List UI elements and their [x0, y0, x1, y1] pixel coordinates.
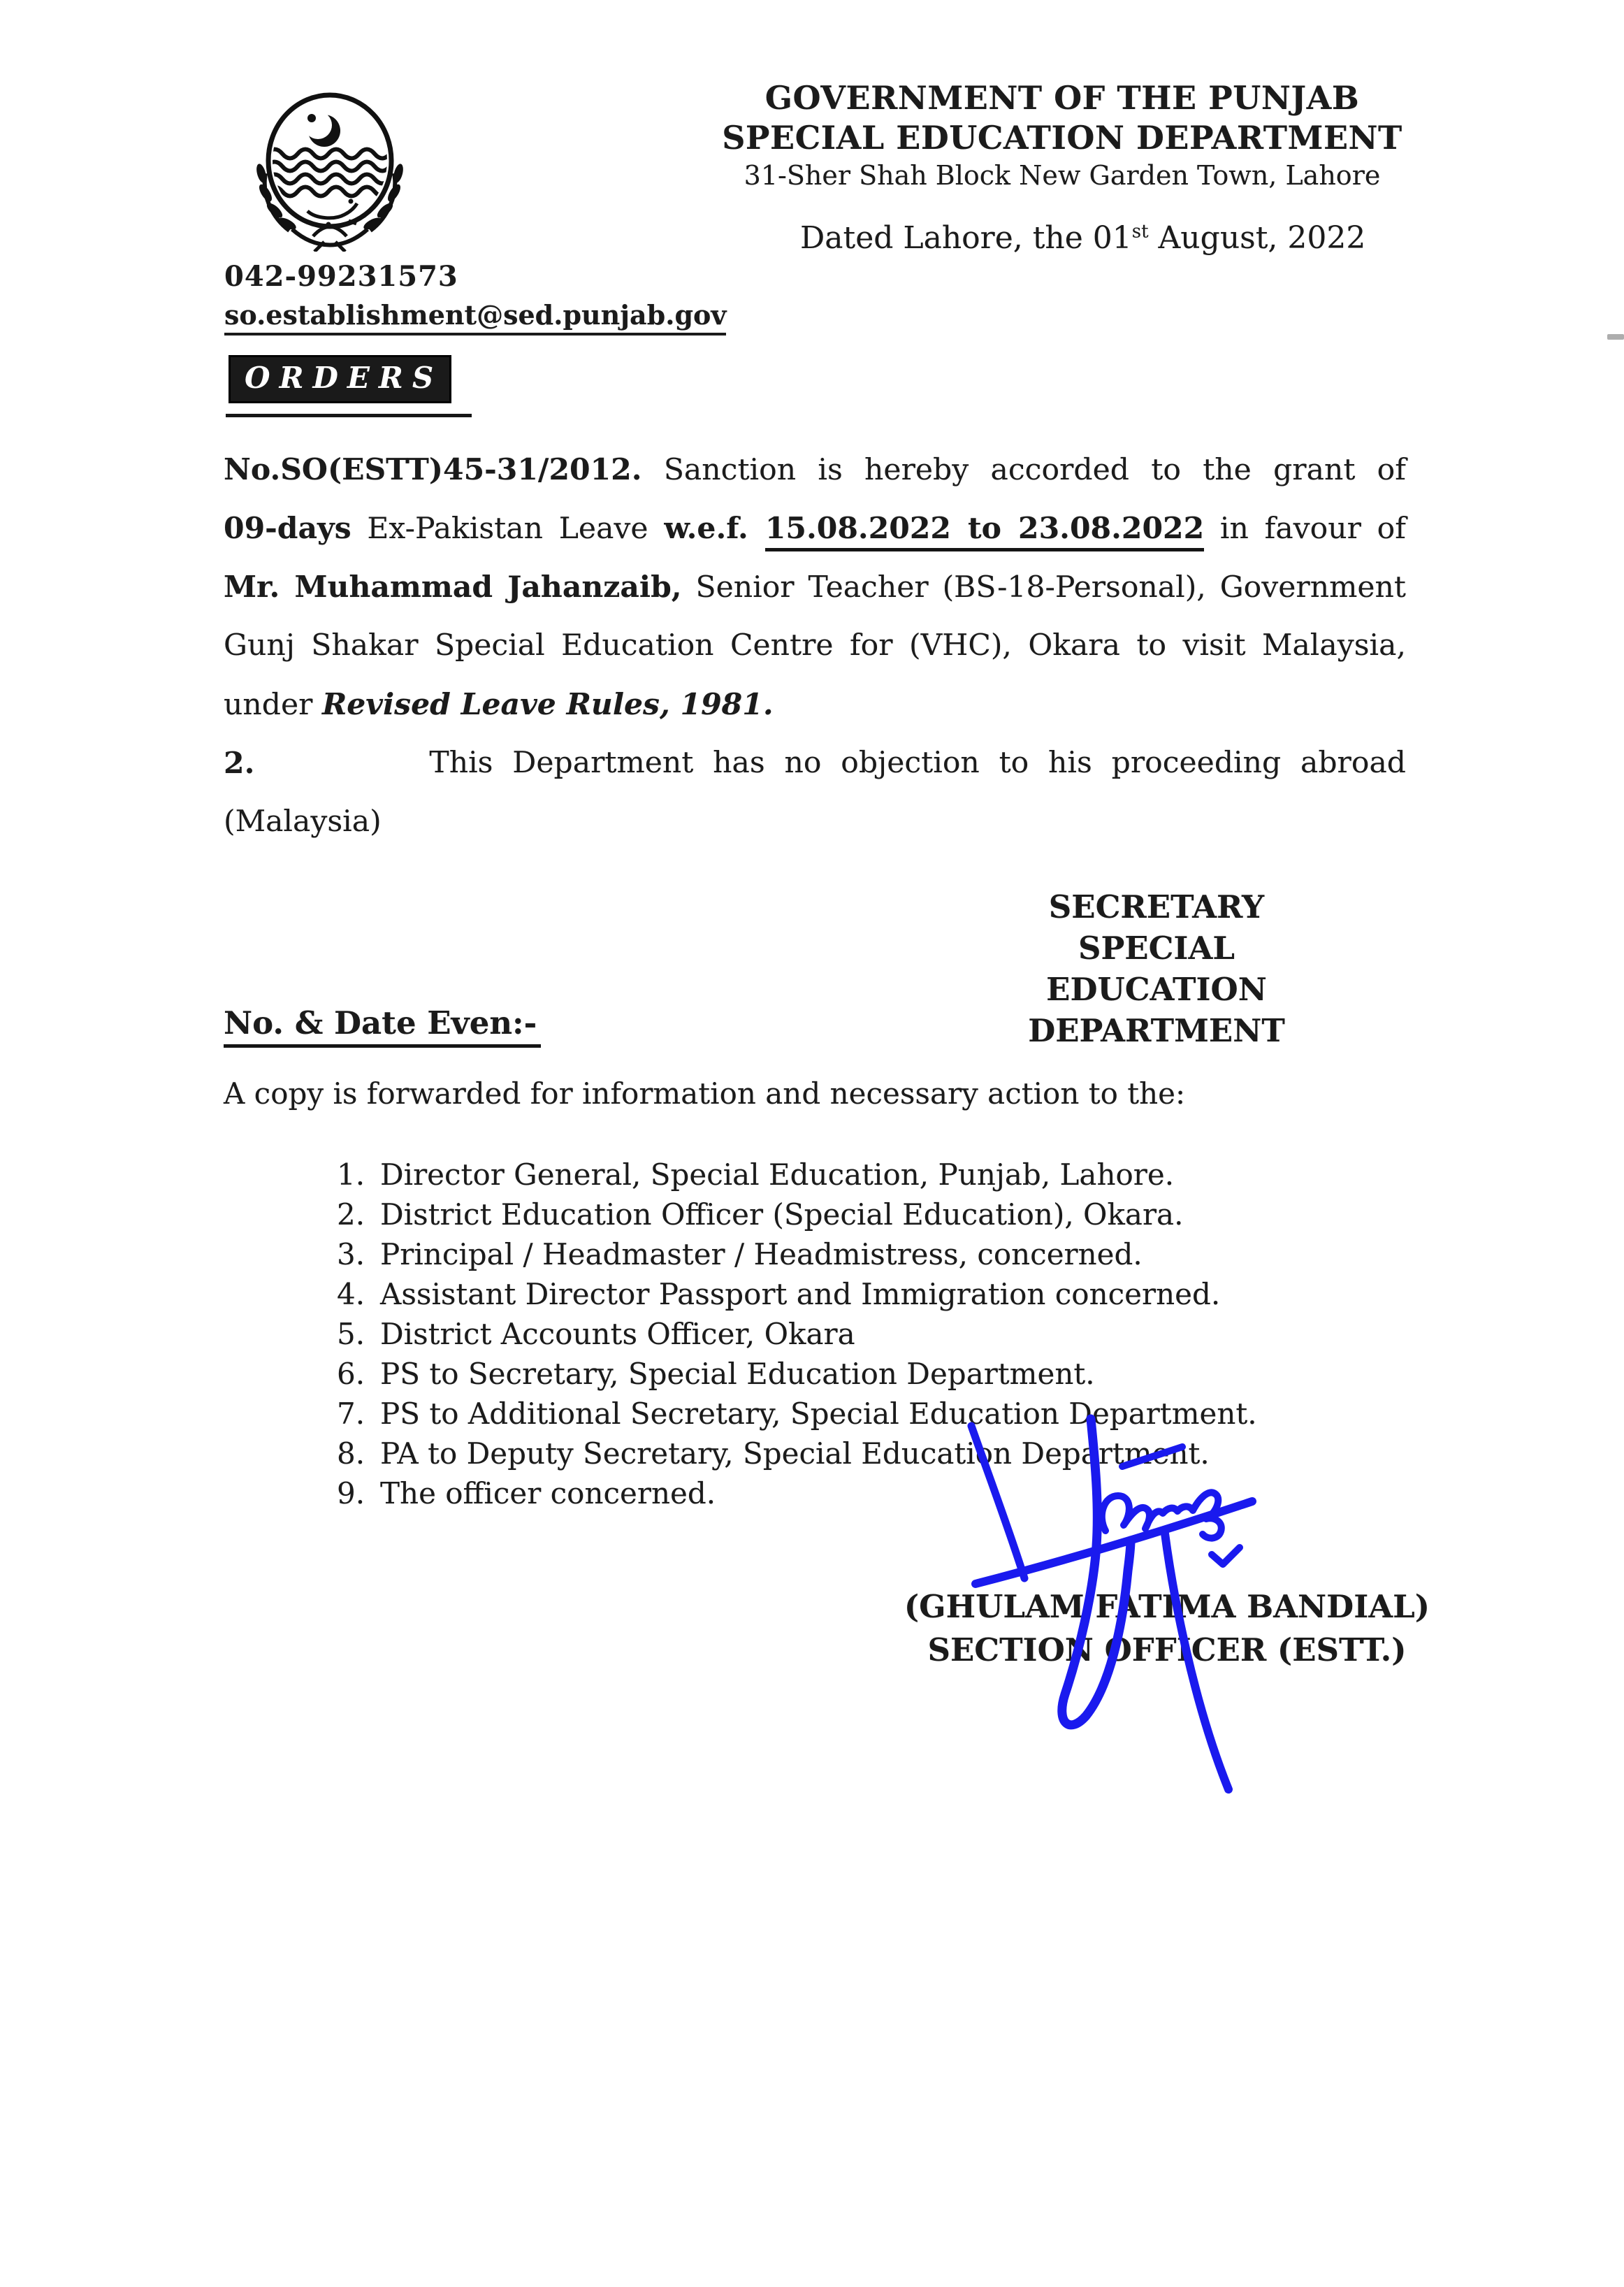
order-paragraph-line5: under Revised Leave Rules, 1981.	[224, 687, 774, 722]
cc-list	[337, 1155, 1257, 1513]
cc-item-8: 8. PA to Deputy Secretary, Special Education Department.	[337, 1436, 1210, 1471]
order-paragraph2-line2: (Malaysia)	[224, 805, 382, 839]
scan-artifact-tick	[1607, 334, 1624, 340]
email-address: so.establishment@sed.punjab.gov	[224, 299, 726, 336]
order-paragraph-line3: Mr. Muhammad Jahanzaib, Senior Teacher (BS-18-Personal), Government	[224, 570, 1407, 605]
cc-item-2: 2. District Education Officer (Special Education), Okara.	[337, 1197, 1184, 1232]
designation-line3: DEPARTMENT	[1028, 1012, 1285, 1049]
orders-underline	[226, 414, 472, 417]
phone-number: 042-99231573	[224, 260, 458, 293]
date-line: Dated Lahore, the 01st August, 2022	[800, 220, 1366, 256]
order-paragraph-line4: Gunj Shakar Special Education Centre for (VHC), Okara to visit Malaysia,	[224, 628, 1406, 663]
paragraph2-number: 2.	[224, 746, 255, 781]
signatory-designation-block	[975, 886, 1338, 1051]
cc-item-7: 7. PS to Additional Secretary, Special Education Department.	[337, 1397, 1257, 1431]
dept-name-line2: SPECIAL EDUCATION DEPARTMENT	[722, 119, 1402, 157]
cc-item-1: 1. Director General, Special Education, Punjab, Lahore.	[337, 1157, 1175, 1192]
reference-heading: No. & Date Even:-	[224, 1004, 541, 1048]
designation-line1: SECRETARY	[1048, 888, 1265, 925]
signatory-name: (GHULAM FATIMA BANDIAL)	[904, 1588, 1430, 1625]
cc-intro-line: A copy is forwarded for information and necessary action to the:	[224, 1076, 1186, 1111]
signatory-name-block	[901, 1585, 1433, 1672]
date-ordinal-superscript: st	[1131, 221, 1149, 243]
dept-address: 31-Sher Shah Block New Garden Town, Lahore	[744, 160, 1381, 191]
order-paragraph2-line1: 2. This Department has no objection to his proceeding abroad	[224, 734, 1406, 793]
order-paragraph-line2: 09-days Ex-Pakistan Leave w.e.f. 15.08.2022 to 23.08.2022 in favour of	[224, 499, 1406, 558]
leave-dates-underlined: 15.08.2022 to 23.08.2022	[765, 511, 1204, 551]
order-body	[224, 440, 1406, 851]
cc-item-9: 9. The officer concerned.	[337, 1476, 716, 1510]
punjab-crest-logo	[246, 91, 435, 252]
designation-line2: SPECIAL EDUCATION	[1046, 930, 1267, 1008]
letterhead	[713, 78, 1412, 193]
cc-item-4: 4. Assistant Director Passport and Immigration concerned.	[337, 1277, 1221, 1311]
order-paragraph-line1: No.SO(ESTT)45-31/2012. Sanction is hereby accorded to the grant of	[224, 452, 1406, 487]
cc-item-5: 5. District Accounts Officer, Okara	[337, 1317, 855, 1351]
cc-item-6: 6. PS to Secretary, Special Education Department.	[337, 1357, 1095, 1391]
orders-heading: ORDERS	[229, 355, 451, 403]
cc-item-3: 3. Principal / Headmaster / Headmistress, concerned.	[337, 1237, 1143, 1271]
signatory-title: SECTION OFFICER (ESTT.)	[927, 1631, 1407, 1668]
dept-name-line1: GOVERNMENT OF THE PUNJAB	[764, 79, 1360, 117]
